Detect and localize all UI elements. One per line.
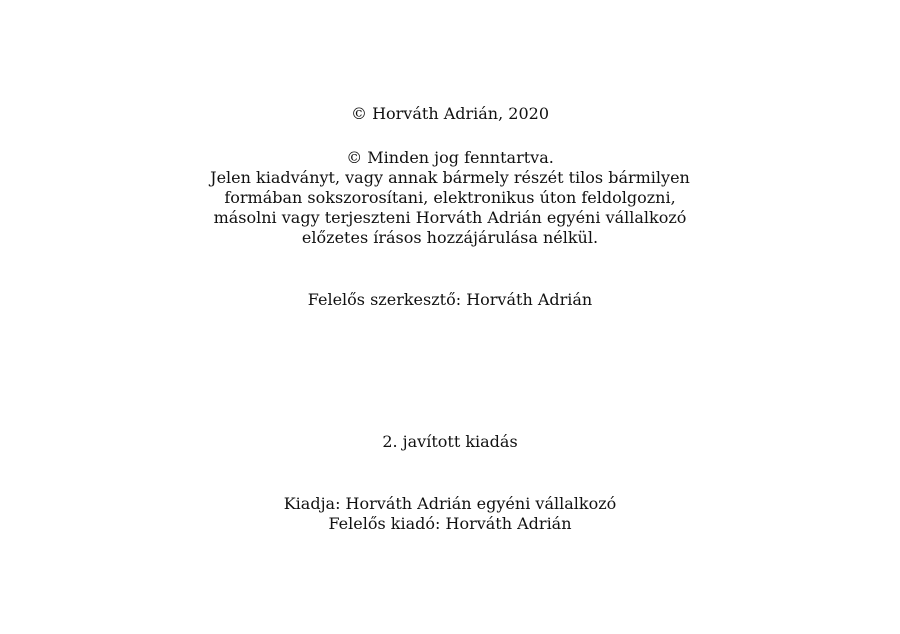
edition-block (0, 432, 900, 452)
rights-line: formában sokszorosítani, elektronikus úton feldolgozni, (224, 188, 676, 207)
rights-reserved-block (0, 148, 900, 248)
edition-label: 2. javított kiadás (382, 432, 518, 451)
copyright-notice: © Horváth Adrián, 2020 (350, 104, 549, 123)
rights-line: másolni vagy terjeszteni Horváth Adrián egyéni vállalkozó (213, 208, 687, 227)
publisher-line: Kiadja: Horváth Adrián egyéni vállalkozó (283, 494, 617, 513)
rights-heading: © Minden jog fenntartva. (346, 148, 554, 167)
editor-block (0, 290, 900, 310)
rights-line: Jelen kiadványt, vagy annak bármely részét tilos bármilyen (210, 168, 690, 187)
rights-line: előzetes írásos hozzájárulása nélkül. (301, 228, 599, 247)
publisher-block (0, 494, 900, 534)
responsible-editor: Felelős szerkesztő: Horváth Adrián (307, 290, 593, 309)
responsible-publisher: Felelős kiadó: Horváth Adrián (328, 514, 572, 533)
copyright-notice-block (0, 104, 900, 124)
